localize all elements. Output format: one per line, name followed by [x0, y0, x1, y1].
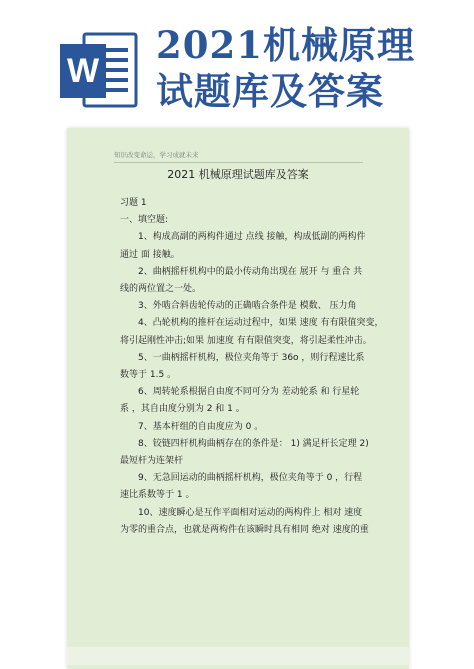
- document-body: [120, 195, 384, 539]
- text-line: 通过 面 接触。: [120, 249, 180, 260]
- text-line: 9、无急回运动的曲柄摇杆机构，极位夹角等于 0 ，行程: [138, 473, 363, 484]
- logo-letter: W: [66, 52, 100, 90]
- page-title: [156, 22, 415, 114]
- text-line: 1、构成高副的两构件通过 点线 接触，构成低副的两构件: [138, 232, 366, 243]
- text-line: 7、基本杆组的自由度应为 0 。: [138, 421, 264, 432]
- text-line: 3、外啮合斜齿轮传动的正确啮合条件是 模数、 压力角: [138, 301, 357, 312]
- text-line: 将引起刚性冲击;如果 加速度 有有限值突变，将引起柔性冲击。: [120, 335, 372, 346]
- text-line: 2、曲柄摇杆机构中的最小传动角出现在 展开 与 重合 共: [138, 266, 363, 277]
- text-line: 线的两位置之一处。: [120, 284, 202, 295]
- text-line: 为零的重合点，也就是两构件在该瞬时具有相同 绝对 速度的重: [120, 524, 369, 535]
- text-line: 系 ，其自由度分别为 2 和 1 。: [120, 404, 245, 415]
- text-line: 最短杆为连架杆: [120, 456, 184, 467]
- word-document-icon: [58, 28, 140, 114]
- text-line: 10、速度瞬心是互作平面相对运动的两构件上 相对 速度: [138, 507, 363, 518]
- text-line: 8、铰链四杆机构曲柄存在的条件是： 1) 满足杆长定理 2): [138, 438, 369, 449]
- text-line: 4、凸轮机构的推杆在运动过程中，如果 速度 有有限值突变，: [138, 318, 384, 329]
- document-page: [67, 128, 409, 669]
- page-header-note: 知识改变命运，学习成就未来: [114, 151, 199, 159]
- title-line-2: 试题库及答案: [156, 69, 384, 113]
- text-line: 一、填空题:: [120, 215, 169, 226]
- text-line: 速比系数等于 1 。: [120, 490, 195, 501]
- cover-header: [0, 0, 474, 118]
- text-line: 数等于 1.5 。: [120, 370, 177, 381]
- header-divider: [114, 162, 363, 163]
- document-title: 2021 机械原理试题库及答案: [167, 168, 309, 181]
- title-line-1: 2021机械原理: [156, 23, 415, 67]
- text-line: 5、一曲柄摇杆机构，极位夹角等于 36o ，则行程速比系: [138, 352, 365, 363]
- bottom-fade: [67, 647, 409, 665]
- text-line: 6、周转轮系根据自由度不同可分为 差动轮系 和 行星轮: [138, 387, 360, 398]
- text-line: 习题 1: [120, 198, 147, 208]
